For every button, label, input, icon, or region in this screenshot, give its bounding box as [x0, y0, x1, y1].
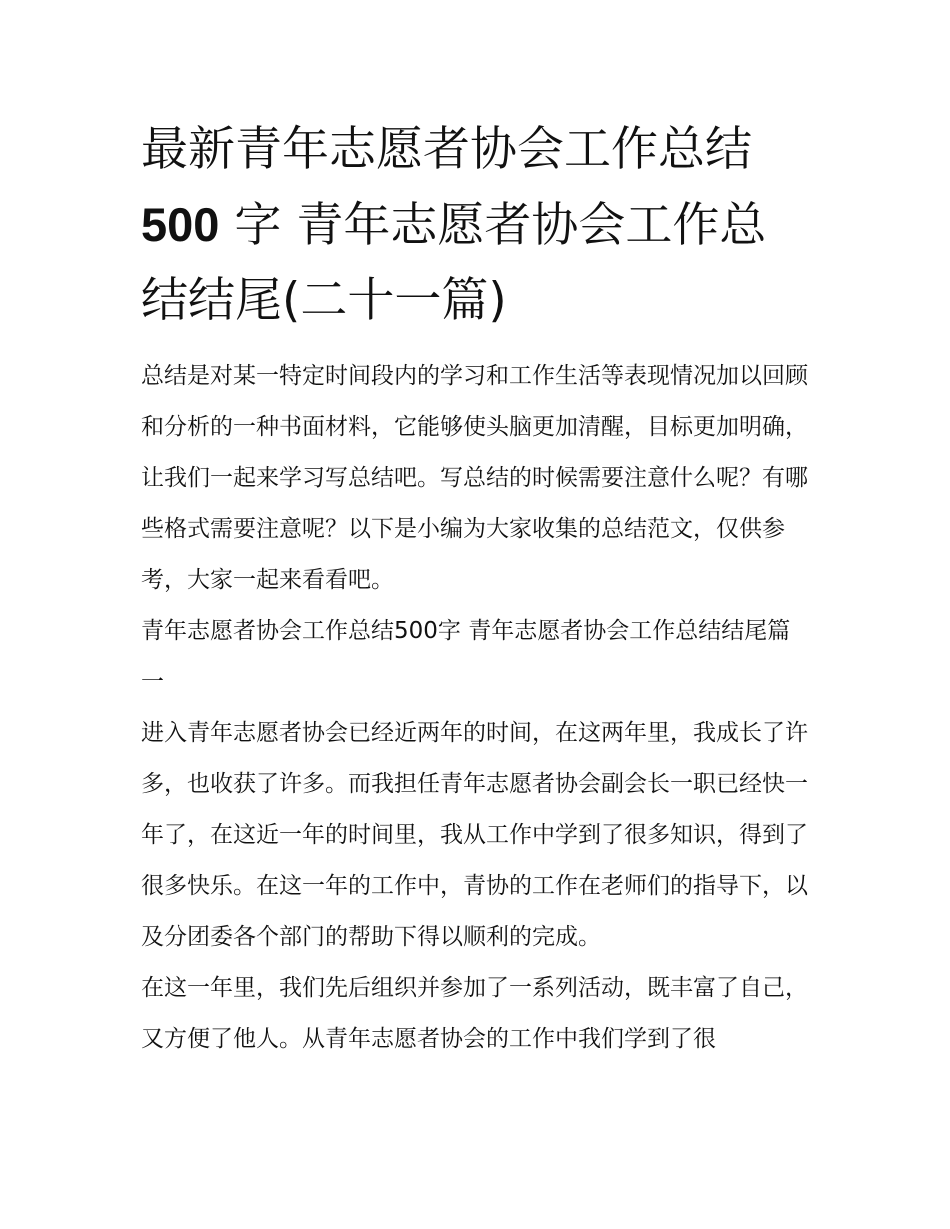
document-title — [141, 112, 813, 338]
body-paragraph-2: 在这一年里，我们先后组织并参加了一系列活动，既丰富了自己，又方便了他人。从青年志愿者协会的工作中我们学到了很 — [141, 975, 808, 1052]
title-line-3: 结结尾(二十一篇) — [141, 273, 507, 328]
title-line-2: 字 青年志愿者协会工作总 — [234, 198, 767, 253]
title-number: 500 — [141, 198, 220, 251]
section-heading: 青年志愿者协会工作总结500字 青年志愿者协会工作总结结尾篇一 — [141, 618, 791, 695]
body-paragraph-1: 进入青年志愿者协会已经近两年的时间，在这两年里，我成长了许多，也收获了许多。而我担任青年志愿者协会副会长一职已经快一年了，在这近一年的时间里，我从工作中学到了很多知识，得到了很多快乐。在这一年的工作中，青协的工作在老师们的指导下，以及分团委各个部门的帮助下得以顺利的完成。 — [141, 720, 808, 950]
document-body — [141, 112, 813, 1065]
title-line-1: 最新青年志愿者协会工作总结 — [141, 122, 752, 177]
intro-paragraph: 总结是对某一特定时间段内的学习和工作生活等表现情况加以回顾和分析的一种书面材料，它能够使头脑更加清醒，目标更加明确，让我们一起来学习写总结吧。写总结的时候需要注意什么呢？有哪些格式需要注意呢？以下是小编为大家收集的总结范文，仅供参考，大家一起来看看吧。 — [141, 363, 808, 593]
